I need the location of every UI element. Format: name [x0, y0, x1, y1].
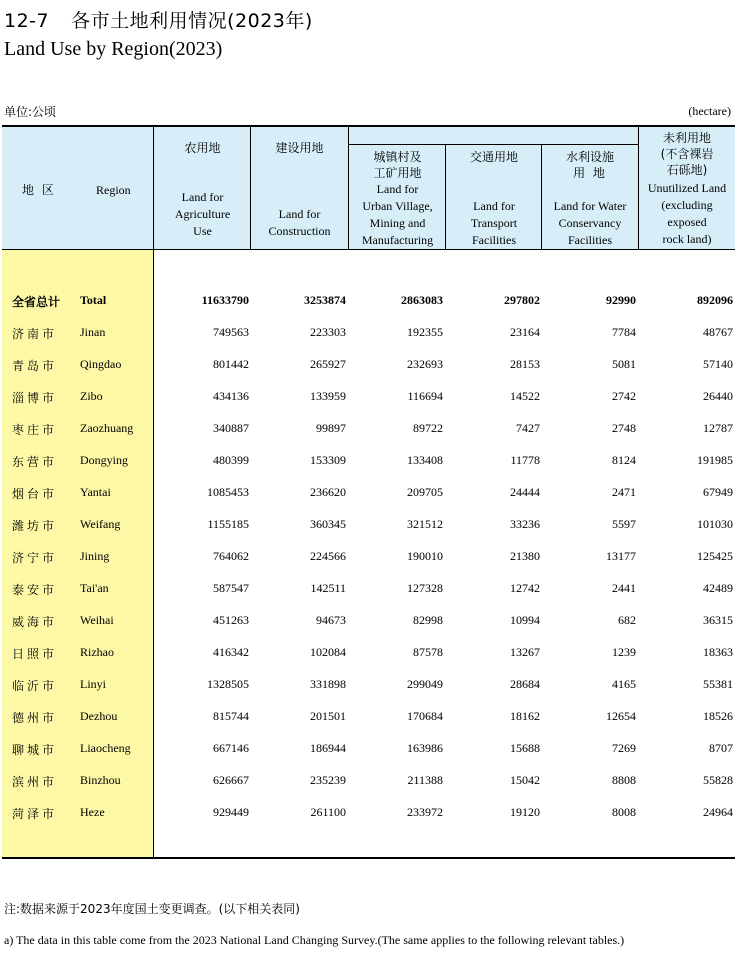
cell-agri: 815744 — [213, 709, 249, 723]
header-unused-en-1: Unutilized Land — [647, 181, 727, 195]
cell-water: 5597 — [612, 517, 636, 531]
table-row — [2, 546, 735, 566]
cell-water: 7784 — [612, 325, 636, 339]
cell-cons: 133959 — [310, 389, 346, 403]
region-name-en: Zibo — [80, 389, 103, 403]
cell-trans: 33236 — [510, 517, 540, 531]
header-unused-cn-3: 石砾地) — [666, 163, 708, 177]
cell-cons: 223303 — [310, 325, 346, 339]
cell-cons: 224566 — [310, 549, 346, 563]
table-bottom-rule — [2, 857, 735, 859]
region-name-en: Yantai — [80, 485, 111, 499]
table-row — [2, 418, 735, 438]
cell-trans: 23164 — [510, 325, 540, 339]
cell-trans: 21380 — [510, 549, 540, 563]
cell-agri: 1328505 — [207, 677, 249, 691]
page-title-en: Land Use by Region(2023) — [4, 38, 223, 60]
region-name-cn: 全省总计 — [12, 295, 61, 309]
header-water-en-1: Land for Water — [553, 199, 627, 213]
header-construction — [251, 127, 348, 249]
region-name-cn: 青岛市 — [12, 359, 58, 373]
cell-cons: 186944 — [310, 741, 346, 755]
title-cn-text: 各市土地利用情况(2023年) — [71, 10, 313, 32]
cell-water: 2742 — [612, 389, 636, 403]
cell-agri: 480399 — [213, 453, 249, 467]
cell-unused: 26440 — [703, 389, 733, 403]
cell-unused: 36315 — [703, 613, 733, 627]
header-urban-en-1: Land for — [376, 182, 419, 196]
region-name-en: Linyi — [80, 677, 106, 691]
region-name-en: Total — [80, 293, 107, 307]
region-name-en: Weifang — [80, 517, 121, 531]
header-water-en-2: Conservancy — [558, 216, 622, 230]
cell-urban: 89722 — [413, 421, 443, 435]
cell-urban: 87578 — [413, 645, 443, 659]
cell-agri: 451263 — [213, 613, 249, 627]
cell-trans: 15042 — [510, 773, 540, 787]
cell-water: 92990 — [606, 293, 636, 307]
cell-urban: 209705 — [407, 485, 443, 499]
region-name-cn: 济宁市 — [12, 551, 58, 565]
header-construction-en-1: Land for — [278, 207, 321, 221]
cell-water: 7269 — [612, 741, 636, 755]
cell-water: 2471 — [612, 485, 636, 499]
cell-water: 2441 — [612, 581, 636, 595]
table-row — [2, 674, 735, 694]
region-name-en: Zaozhuang — [80, 421, 134, 435]
header-agriculture-en-2: Agriculture — [174, 207, 231, 221]
cell-urban: 133408 — [407, 453, 443, 467]
cell-water: 5081 — [612, 357, 636, 371]
cell-unused: 48767 — [703, 325, 733, 339]
region-name-en: Dongying — [80, 453, 128, 467]
region-name-en: Qingdao — [80, 357, 122, 371]
cell-cons: 99897 — [316, 421, 346, 435]
cell-unused: 18363 — [703, 645, 733, 659]
header-agriculture — [154, 127, 251, 249]
region-name-cn: 济南市 — [12, 327, 58, 341]
footnote-cn: 注:数据来源于2023年度国土变更调查。(以下相关表同) — [4, 902, 300, 916]
cell-water: 13177 — [606, 549, 636, 563]
region-name-cn: 威海市 — [12, 615, 58, 629]
cell-unused: 18526 — [703, 709, 733, 723]
table-row — [2, 354, 735, 374]
cell-agri: 801442 — [213, 357, 249, 371]
cell-cons: 201501 — [310, 709, 346, 723]
cell-urban: 232693 — [407, 357, 443, 371]
header-transport-cn: 交通用地 — [469, 150, 518, 164]
region-name-cn: 滨州市 — [12, 775, 58, 789]
cell-unused: 55381 — [703, 677, 733, 691]
header-unused-cn-1: 未利用地 — [662, 131, 711, 145]
cell-urban: 321512 — [407, 517, 443, 531]
cell-cons: 142511 — [310, 581, 346, 595]
cell-agri: 929449 — [213, 805, 249, 819]
cell-trans: 14522 — [510, 389, 540, 403]
header-water — [542, 145, 638, 249]
cell-water: 8008 — [612, 805, 636, 819]
table-row — [2, 450, 735, 470]
cell-cons: 331898 — [310, 677, 346, 691]
cell-trans: 24444 — [510, 485, 540, 499]
region-name-en: Dezhou — [80, 709, 118, 723]
cell-cons: 235239 — [310, 773, 346, 787]
header-urban — [349, 145, 446, 249]
header-unused-en-3: exposed — [667, 215, 707, 229]
unit-label-cn: 单位:公顷 — [4, 105, 57, 119]
region-name-en: Weihai — [80, 613, 114, 627]
region-name-en: Tai'an — [80, 581, 109, 595]
table-row — [2, 322, 735, 342]
table-header — [2, 127, 735, 249]
table-row — [2, 578, 735, 598]
cell-cons: 153309 — [310, 453, 346, 467]
cell-trans: 28153 — [510, 357, 540, 371]
cell-water: 8124 — [612, 453, 636, 467]
cell-cons: 261100 — [310, 805, 346, 819]
cell-trans: 297802 — [504, 293, 540, 307]
cell-trans: 12742 — [510, 581, 540, 595]
table-number: 12-7 — [4, 10, 50, 32]
cell-agri: 626667 — [213, 773, 249, 787]
region-name-en: Jinan — [80, 325, 106, 339]
cell-agri: 1085453 — [207, 485, 249, 499]
cell-trans: 13267 — [510, 645, 540, 659]
cell-unused: 12787 — [703, 421, 733, 435]
cell-water: 1239 — [612, 645, 636, 659]
header-unused — [639, 127, 735, 249]
cell-urban: 192355 — [407, 325, 443, 339]
region-name-cn: 烟台市 — [12, 487, 58, 501]
cell-unused: 55828 — [703, 773, 733, 787]
cell-agri: 434136 — [213, 389, 249, 403]
cell-cons: 236620 — [310, 485, 346, 499]
cell-urban: 190010 — [407, 549, 443, 563]
region-name-cn: 潍坊市 — [12, 519, 58, 533]
cell-unused: 191985 — [697, 453, 733, 467]
cell-agri: 749563 — [213, 325, 249, 339]
cell-cons: 360345 — [310, 517, 346, 531]
cell-trans: 15688 — [510, 741, 540, 755]
header-unused-en-2: (excluding — [661, 198, 713, 212]
cell-agri: 587547 — [213, 581, 249, 595]
cell-trans: 19120 — [510, 805, 540, 819]
header-construction-en-2: Construction — [268, 224, 331, 238]
cell-unused: 24964 — [703, 805, 733, 819]
cell-urban: 163986 — [407, 741, 443, 755]
cell-trans: 11778 — [510, 453, 540, 467]
table-row — [2, 514, 735, 534]
cell-urban: 116694 — [407, 389, 443, 403]
header-agriculture-en-1: Land for — [181, 190, 224, 204]
header-water-cn-1: 水利设施 — [565, 150, 614, 164]
footnote-en: a) The data in this table come from the 2023 National Land Changing Survey.(The same applies to the following relevant tables.) — [4, 933, 625, 947]
header-region — [2, 127, 154, 249]
cell-agri: 340887 — [213, 421, 249, 435]
unit-label-en: (hectare) — [688, 104, 731, 118]
header-unused-en-4: rock land) — [662, 232, 712, 246]
region-name-cn: 菏泽市 — [12, 807, 58, 821]
cell-cons: 102084 — [310, 645, 346, 659]
cell-unused: 57140 — [703, 357, 733, 371]
table-row — [2, 770, 735, 790]
cell-agri: 11633790 — [201, 293, 249, 307]
cell-unused: 101030 — [697, 517, 733, 531]
cell-cons: 94673 — [316, 613, 346, 627]
header-transport-en-1: Land for — [473, 199, 515, 213]
header-urban-en-3: Mining and — [369, 216, 426, 230]
cell-unused: 892096 — [697, 293, 733, 307]
table-row — [2, 610, 735, 630]
cell-cons: 265927 — [310, 357, 346, 371]
cell-agri: 416342 — [213, 645, 249, 659]
table-row — [2, 642, 735, 662]
region-name-en: Liaocheng — [80, 741, 131, 755]
cell-unused: 42489 — [703, 581, 733, 595]
cell-water: 2748 — [612, 421, 636, 435]
header-urban-en-4: Manufacturing — [361, 233, 434, 247]
cell-water: 4165 — [612, 677, 636, 691]
region-name-cn: 枣庄市 — [12, 423, 58, 437]
cell-agri: 1155185 — [207, 517, 249, 531]
cell-agri: 764062 — [213, 549, 249, 563]
table-row — [2, 386, 735, 406]
cell-cons: 3253874 — [304, 293, 346, 307]
header-transport — [446, 145, 542, 249]
cell-urban: 82998 — [413, 613, 443, 627]
header-water-en-3: Facilities — [568, 233, 612, 247]
region-name-cn: 东营市 — [12, 455, 58, 469]
region-name-en: Heze — [80, 805, 105, 819]
region-name-cn: 泰安市 — [12, 583, 58, 597]
table-row-total — [2, 290, 735, 310]
region-name-en: Binzhou — [80, 773, 121, 787]
cell-trans: 28684 — [510, 677, 540, 691]
header-urban-cn-2: 工矿用地 — [373, 166, 422, 180]
header-agriculture-en-3: Use — [193, 224, 212, 238]
cell-urban: 170684 — [407, 709, 443, 723]
header-urban-en-2: Urban Village, — [362, 199, 433, 213]
header-unused-cn-2: (不含裸岩 — [660, 147, 714, 161]
page-title-cn — [4, 6, 313, 33]
cell-urban: 299049 — [407, 677, 443, 691]
table-row — [2, 482, 735, 502]
region-name-cn: 德州市 — [12, 711, 58, 725]
table-row — [2, 802, 735, 822]
cell-urban: 127328 — [407, 581, 443, 595]
cell-unused: 8707 — [709, 741, 733, 755]
header-agriculture-cn: 农用地 — [184, 141, 221, 155]
header-urban-cn-1: 城镇村及 — [373, 150, 422, 164]
cell-urban: 2863083 — [401, 293, 443, 307]
region-name-en: Rizhao — [80, 645, 114, 659]
header-transport-en-2: Transport — [470, 216, 518, 230]
header-transport-en-3: Facilities — [472, 233, 516, 247]
header-water-cn-2: 用 地 — [573, 166, 607, 180]
region-name-en: Jining — [80, 549, 110, 563]
cell-water: 8808 — [612, 773, 636, 787]
header-construction-cn: 建设用地 — [275, 141, 324, 155]
cell-urban: 211388 — [407, 773, 443, 787]
cell-water: 682 — [618, 613, 636, 627]
header-region-en: Region — [96, 183, 131, 197]
region-name-cn: 日照市 — [12, 647, 58, 661]
cell-trans: 10994 — [510, 613, 540, 627]
region-name-cn: 淄博市 — [12, 391, 58, 405]
table-row — [2, 738, 735, 758]
cell-urban: 233972 — [407, 805, 443, 819]
header-region-cn: 地 区 — [22, 183, 56, 197]
cell-agri: 667146 — [213, 741, 249, 755]
table-row — [2, 706, 735, 726]
region-name-cn: 临沂市 — [12, 679, 58, 693]
region-name-cn: 聊城市 — [12, 743, 58, 757]
cell-trans: 7427 — [516, 421, 540, 435]
cell-unused: 67949 — [703, 485, 733, 499]
cell-trans: 18162 — [510, 709, 540, 723]
cell-water: 12654 — [606, 709, 636, 723]
cell-unused: 125425 — [697, 549, 733, 563]
